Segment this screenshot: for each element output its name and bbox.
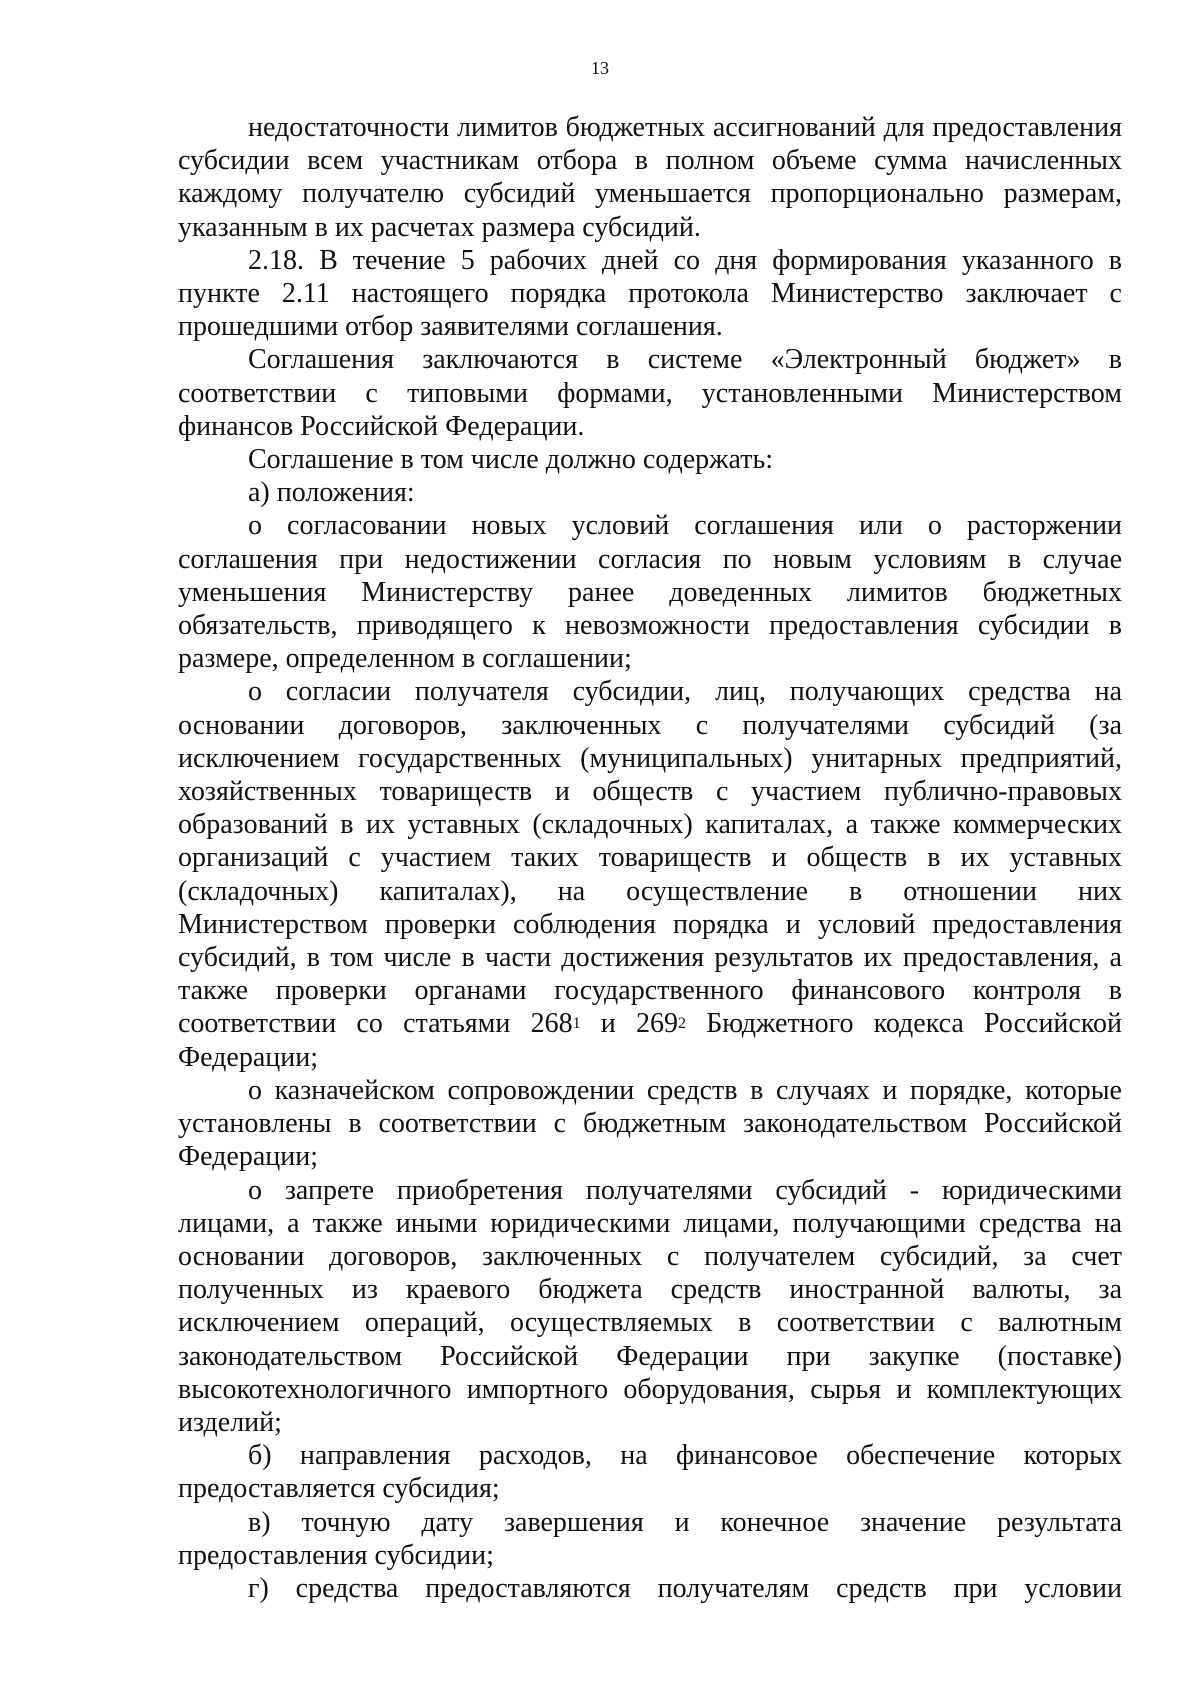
paragraph [178,1506,1122,1572]
text-line: предоставления субсидии; [178,1539,494,1571]
paragraph [178,1074,1122,1174]
text-line: образований в их уставных (складочных) капиталах, а также коммерческих [178,809,1122,841]
text-line: о запрете приобретения получателями субсидий - юридическими [248,1174,1122,1206]
paragraph [178,443,1122,476]
text-line: недостаточности лимитов бюджетных ассигнований для предоставления [248,112,1122,143]
text-line: указанным в их расчетах размера субсидий. [178,211,701,243]
text-line: соглашения при недостижении согласия по новым условиям в случае [178,543,1122,575]
text-line: г) средства предоставляются получателям средств при условии [248,1572,1122,1604]
text-line: 2.18. В течение 5 рабочих дней со дня формирования указанного в [248,244,1122,276]
text-line: Соглашения заключаются в системе «Электронный бюджет» в [248,344,1122,376]
text-fragment: Бюджетного кодекса Российской [686,1008,1123,1040]
text-fragment: и 269 [580,1008,678,1040]
text-line: субсидий, в том числе в части достижения результатов их предоставления, а [178,942,1122,974]
paragraph [178,111,1122,244]
text-line: также проверки органами государственного финансового контроля в [178,975,1122,1007]
text-line: предоставляется субсидия; [178,1473,500,1505]
text-line: хозяйственных товариществ и обществ с участием публично-правовых [178,776,1122,808]
text-line: Министерством проверки соблюдения порядка и условий предоставления [178,908,1122,940]
text-line: изделий; [178,1406,282,1438]
text-line: исключением операций, осуществляемых в соответствии с валютным [178,1307,1122,1339]
text-line: пункте 2.11 настоящего порядка протокола Министерство заключает с [178,278,1122,310]
text-line: исключением государственных (муниципальных) унитарных предприятий, [178,742,1122,774]
text-line: законодательством Российской Федерации при закупке (поставке) [178,1340,1122,1372]
text-line: о согласовании новых условий соглашения или о расторжении [248,510,1122,542]
text-line: Соглашение в том числе должно содержать: [248,444,773,476]
paragraph [178,1439,1122,1505]
document-body [178,111,1122,1605]
text-line [178,1007,1122,1040]
paragraph [178,509,1122,675]
text-line: высокотехнологичного импортного оборудования, сырья и комплектующих [178,1373,1122,1405]
text-line: Федерации; [178,1041,319,1073]
text-fragment: соответствии со статьями 268 [178,1008,573,1040]
text-line: о казначейском сопровождении средств в случаях и порядке, которые [248,1074,1122,1106]
text-line: б) направления расходов, на финансовое обеспечение которых [248,1440,1122,1472]
paragraph [178,343,1122,443]
text-line: размере, определенном в соглашении; [178,643,632,675]
text-line: обязательств, приводящего к невозможности предоставления субсидии в [178,610,1122,642]
paragraph [178,675,1122,1073]
text-line: полученных из краевого бюджета средств иностранной валюты, за [178,1274,1122,1306]
paragraph [178,1572,1122,1605]
paragraph [178,476,1122,509]
text-line: уменьшения Министерству ранее доведенных лимитов бюджетных [178,576,1122,608]
paragraph [178,1174,1122,1440]
text-line: субсидии всем участникам отбора в полном объеме сумма начисленных [178,145,1122,177]
text-line: прошедшими отбор заявителями соглашения. [178,311,723,343]
text-line: а) положения: [248,477,415,509]
text-line: установлены в соответствии с бюджетным законодательством Российской [178,1108,1122,1140]
text-line: организаций с участием таких товариществ и обществ в их уставных [178,842,1122,874]
text-line: лицами, а также иными юридическими лицами, получающими средства на [178,1207,1122,1239]
text-line: каждому получателю субсидий уменьшается пропорционально размерам, [178,178,1122,210]
text-line: основании договоров, заключенных с получателем субсидий, за счет [178,1240,1122,1272]
text-line: финансов Российской Федерации. [178,410,585,442]
text-line: Федерации; [178,1141,319,1173]
article-superscript: 1 [572,1015,581,1033]
text-line: основании договоров, заключенных с получателями субсидий (за [178,709,1122,741]
text-line: в) точную дату завершения и конечное значение результата [248,1506,1122,1538]
text-line: (складочных) капиталах), на осуществление в отношении них [178,875,1122,907]
page-number: 13 [591,58,609,78]
text-line: соответствии с типовыми формами, установленными Министерством [178,377,1122,409]
paragraph [178,244,1122,344]
text-line: о согласии получателя субсидии, лиц, получающих средства на [248,676,1122,708]
article-superscript: 2 [678,1015,686,1033]
